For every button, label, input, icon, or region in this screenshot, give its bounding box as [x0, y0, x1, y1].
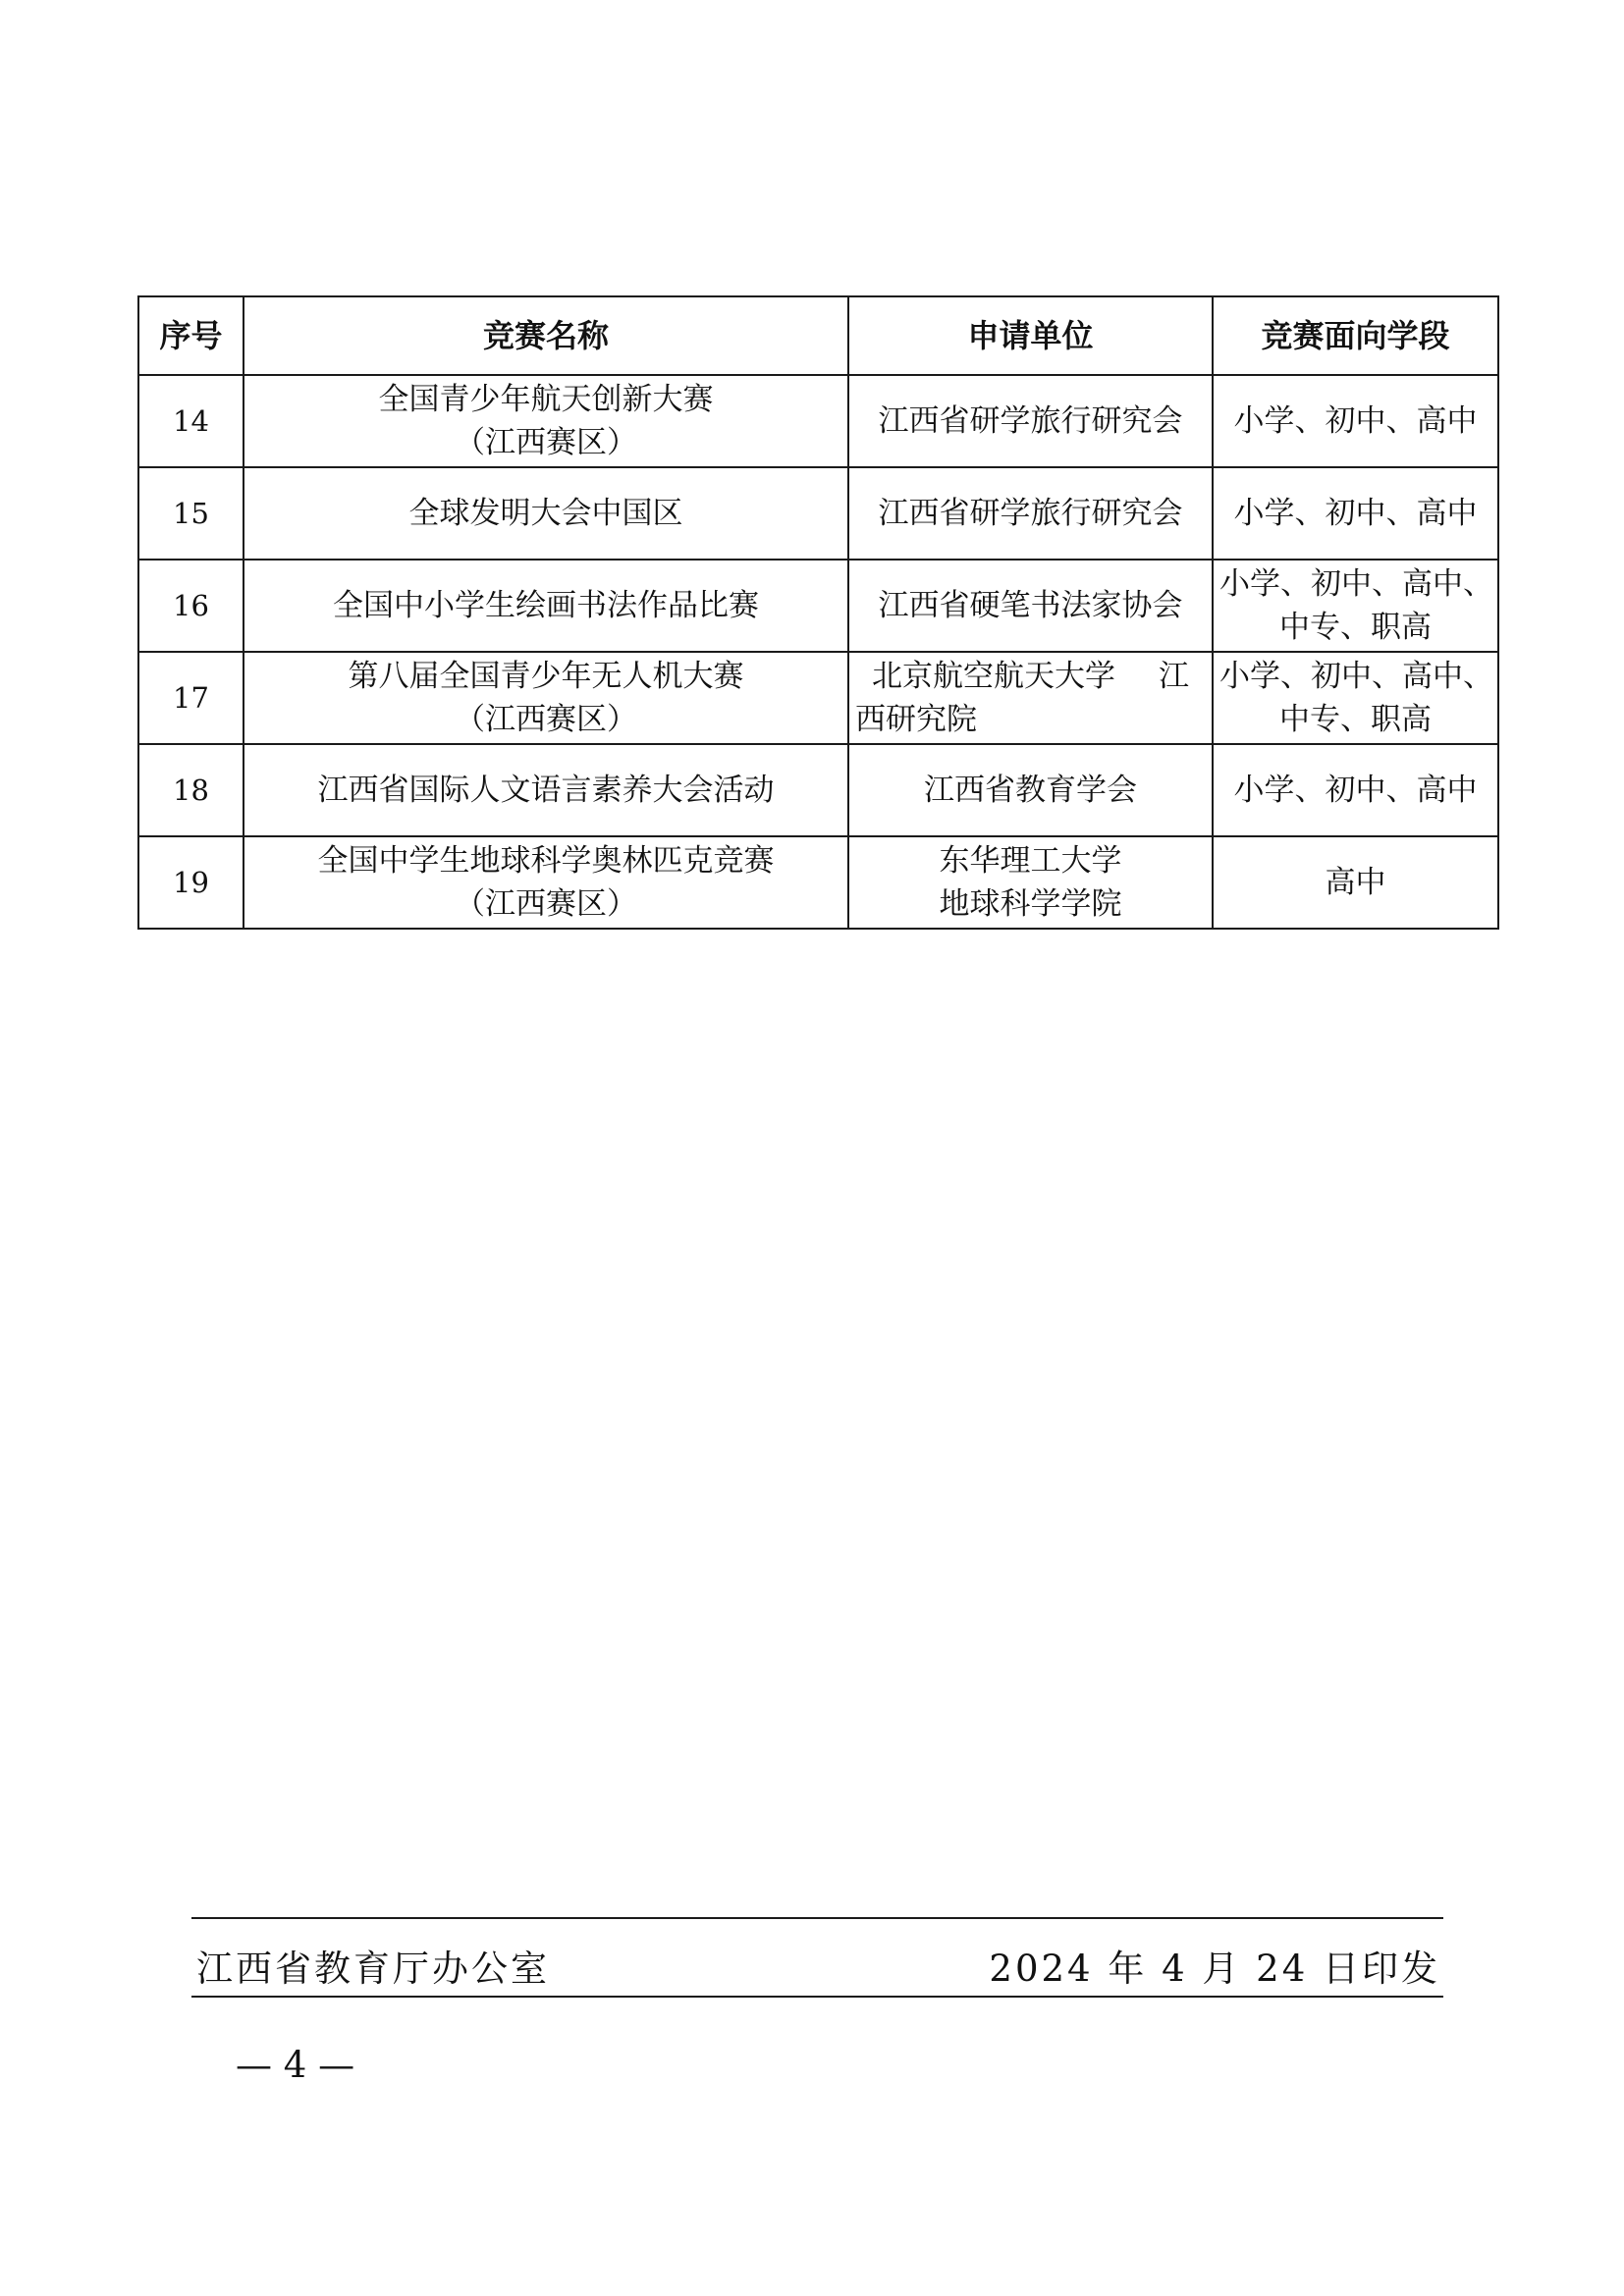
applicant: 江西省研学旅行研究会 [848, 375, 1213, 467]
applicant: 江西省研学旅行研究会 [848, 467, 1213, 560]
header-school-stage: 竞赛面向学段 [1213, 296, 1498, 375]
row-number: 15 [138, 467, 244, 560]
row-number: 18 [138, 744, 244, 836]
competition-name: 第八届全国青少年无人机大赛 （江西赛区） [244, 652, 848, 744]
header-number: 序号 [138, 296, 244, 375]
table-header-row [138, 296, 1498, 375]
applicant: 江西省教育学会 [848, 744, 1213, 836]
table-row [138, 836, 1498, 929]
row-number: 17 [138, 652, 244, 744]
row-number: 16 [138, 560, 244, 652]
table-row [138, 375, 1498, 467]
row-number: 14 [138, 375, 244, 467]
competition-name: 全球发明大会中国区 [244, 467, 848, 560]
competition-name: 全国中小学生绘画书法作品比赛 [244, 560, 848, 652]
table-row [138, 652, 1498, 744]
applicant: 江西省硬笔书法家协会 [848, 560, 1213, 652]
competition-name: 全国中学生地球科学奥林匹克竞赛 （江西赛区） [244, 836, 848, 929]
school-stage: 小学、初中、高中 [1213, 467, 1498, 560]
school-stage: 小学、初中、高中、 中专、职高 [1213, 560, 1498, 652]
page-number: — 4 — [236, 2044, 355, 2086]
competition-name: 全国青少年航天创新大赛 （江西赛区） [244, 375, 848, 467]
competition-table [137, 295, 1499, 930]
footer-bottom-rule [191, 1996, 1443, 1998]
header-competition-name: 竞赛名称 [244, 296, 848, 375]
footer-print-date: 2024 年 4 月 24 日印发 [989, 1948, 1440, 1990]
table-row [138, 560, 1498, 652]
table-row [138, 744, 1498, 836]
school-stage: 小学、初中、高中 [1213, 375, 1498, 467]
applicant: 东华理工大学 地球科学学院 [848, 836, 1213, 929]
footer-issuer: 江西省教育厅办公室 [196, 1948, 550, 1990]
competition-name: 江西省国际人文语言素养大会活动 [244, 744, 848, 836]
row-number: 19 [138, 836, 244, 929]
school-stage: 小学、初中、高中、 中专、职高 [1213, 652, 1498, 744]
table-row [138, 467, 1498, 560]
footer-top-rule [191, 1917, 1443, 1919]
header-applicant: 申请单位 [848, 296, 1213, 375]
school-stage: 小学、初中、高中 [1213, 744, 1498, 836]
school-stage: 高中 [1213, 836, 1498, 929]
applicant: 北京航空航天大学 江 西研究院 [848, 652, 1213, 744]
